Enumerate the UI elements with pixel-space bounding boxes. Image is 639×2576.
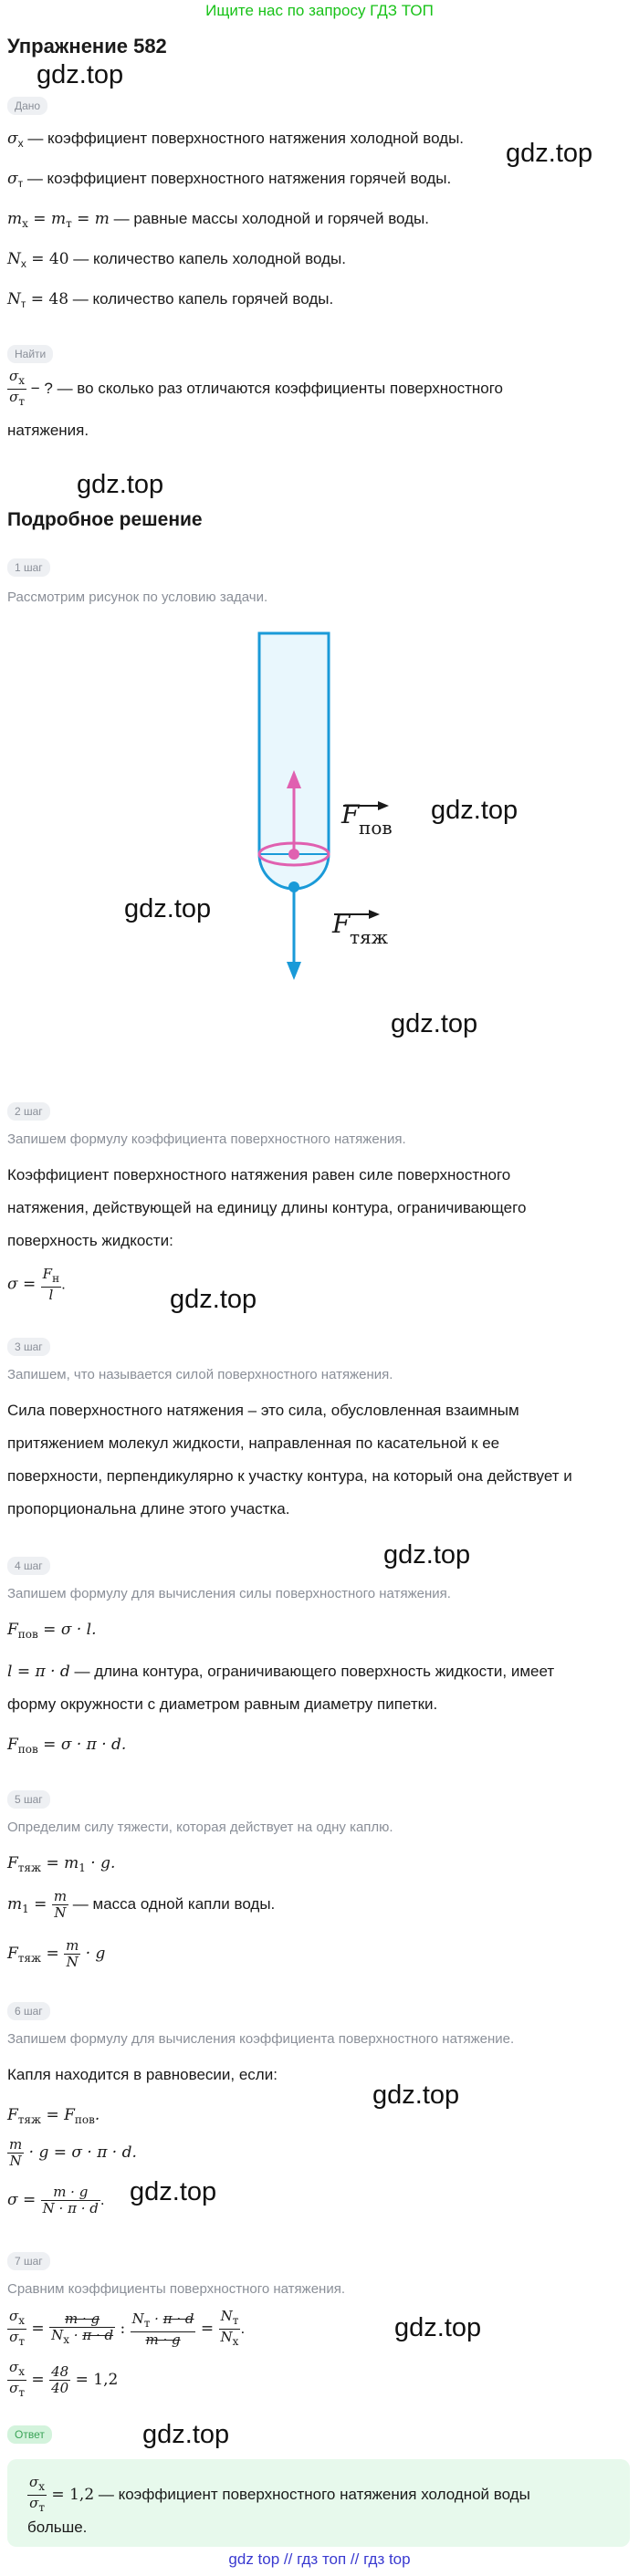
- step-3-note: Запишем, что называется силой поверхностного натяжения.: [7, 1367, 393, 1382]
- watermark: gdz.top: [37, 60, 124, 89]
- step-6-formula-1: $F_{тяж} = F_{пов}$.: [7, 2106, 100, 2126]
- step-3-tag: 3 шаг: [7, 1338, 50, 1356]
- pipette-figure: [228, 621, 466, 1004]
- step-4-note: Запишем формулу для вычисления силы поверхностного натяжения.: [7, 1586, 451, 1601]
- step-2-note: Запишем формулу коэффициента поверхностного натяжения.: [7, 1132, 406, 1147]
- step-6-formula-3: σ = $\frac{m \cdot g}{N \cdot \pi \cdot d}$ .: [7, 2184, 105, 2216]
- step-5-formula-3: $F_{тяж}$ = $\frac{m}{N}$ · g: [7, 1937, 106, 1970]
- find-tag: Найти: [7, 345, 53, 363]
- solution-title: Подробное решение: [7, 509, 203, 530]
- force-bottom-label: F: [332, 909, 351, 939]
- exercise-title: Упражнение 582: [7, 35, 167, 57]
- answer-line-1: $\frac{\sigma_х}{\sigma_т}$ = 1,2 — коэффициент поверхностного натяжения холодной воды: [29, 2474, 530, 2514]
- step-2-p3: поверхность жидкости:: [7, 1232, 173, 1249]
- step-2-formula: σ = $\frac{F_н}{l}$ .: [7, 1266, 66, 1303]
- force-top-sub: пов: [359, 817, 393, 839]
- watermark: gdz.top: [170, 1285, 257, 1314]
- step-4-p2: форму окружности с диаметром равным диаметру пипетки.: [7, 1695, 438, 1713]
- force-bottom-sub: тяж: [350, 926, 389, 948]
- watermark: gdz.top: [77, 470, 164, 499]
- step-2-p1: Коэффициент поверхностного натяжения равен силе поверхностного: [7, 1166, 511, 1184]
- watermark: gdz.top: [394, 2313, 482, 2342]
- step-7-formula-1: $\frac{\sigma_х}{\sigma_т}$ = $\frac{m \cdot g}{N_х \cdot \pi \cdot d}$ : $\frac{N_т \cdot \pi \cdot d}{m \cdot g}$ = $\frac{N_т}{N_х}$ .: [9, 2308, 246, 2348]
- step-4-tag: 4 шаг: [7, 1557, 50, 1575]
- step-1-tag: 1 шаг: [7, 558, 50, 577]
- watermark: gdz.top: [130, 2177, 217, 2206]
- step-4-formula-2: $F_{пов} = \sigma \cdot \pi \cdot d$.: [7, 1736, 127, 1756]
- step-3-p1: Сила поверхностного натяжения – это сила, обусловленная взаимным: [7, 1402, 519, 1419]
- answer-tag: Ответ: [7, 2425, 52, 2444]
- bottom-links[interactable]: gdz top // гдз топ // гдз top: [228, 2550, 411, 2568]
- step-5-formula-2: $m_1$ = $\frac{m}{N}$ — масса одной капли воды.: [7, 1888, 276, 1921]
- top-banner: Ищите нас по запросу ГДЗ ТОП: [205, 2, 434, 19]
- watermark: gdz.top: [506, 139, 593, 168]
- given-line-4: $N_х = 40$ — количество капель холодной воды.: [7, 250, 346, 270]
- given-tag: Дано: [7, 97, 47, 115]
- step-7-formula-2: $\frac{\sigma_х}{\sigma_т}$ = $\frac{48}{40}$ = 1,2: [9, 2359, 119, 2399]
- force-top-label: F: [341, 799, 360, 829]
- step-6-tag: 6 шаг: [7, 2002, 50, 2020]
- step-2-p2: натяжения, действующей на единицу длины контура, ограничивающего: [7, 1199, 527, 1216]
- step-3-p4: пропорциональна длине этого участка.: [7, 1500, 290, 1517]
- given-line-5: $N_т = 48$ — количество капель горячей воды.: [7, 290, 334, 310]
- watermark: gdz.top: [372, 2081, 460, 2110]
- step-1-note: Рассмотрим рисунок по условию задачи.: [7, 589, 268, 605]
- step-7-tag: 7 шаг: [7, 2252, 50, 2270]
- watermark: gdz.top: [142, 2420, 230, 2449]
- find-line: $\frac{\sigma_х}{\sigma_т}$ − ? — во сколько раз отличаются коэффициенты поверхностного: [9, 368, 503, 408]
- watermark: gdz.top: [124, 894, 212, 923]
- find-line-2: натяжения.: [7, 422, 89, 439]
- given-line-1: $\sigma_х$ — коэффициент поверхностного натяжения холодной воды.: [7, 130, 465, 150]
- watermark: gdz.top: [383, 1540, 471, 1570]
- step-4-formula-1: $F_{пов} = \sigma \cdot l$.: [7, 1621, 97, 1641]
- step-2-tag: 2 шаг: [7, 1102, 50, 1121]
- step-3-p3: поверхности, перпендикулярно к участку контура, на который она действует и: [7, 1467, 572, 1485]
- step-7-note: Сравним коэффициенты поверхностного натяжения.: [7, 2281, 346, 2297]
- step-4-p1: l = π · d — длина контура, ограничивающего поверхность жидкости, имеет: [7, 1663, 555, 1681]
- watermark: gdz.top: [391, 1009, 478, 1038]
- given-line-2: $\sigma_т$ — коэффициент поверхностного натяжения горячей воды.: [7, 170, 452, 190]
- watermark: gdz.top: [431, 796, 519, 825]
- step-5-formula-1: $F_{тяж} = m_1 \cdot g$.: [7, 1854, 116, 1874]
- step-5-tag: 5 шаг: [7, 1790, 50, 1809]
- step-6-p1: Капля находится в равновесии, если:: [7, 2066, 278, 2083]
- given-line-3: $m_х = m_т = m$ — равные массы холодной и горячей воды.: [7, 210, 429, 230]
- step-6-formula-2: $\frac{m}{N}$ · g = σ · π · d.: [9, 2136, 137, 2169]
- answer-line-2: больше.: [27, 2519, 88, 2536]
- step-6-note: Запишем формулу для вычисления коэффициента поверхностного натяжение.: [7, 2031, 515, 2047]
- step-5-note: Определим силу тяжести, которая действует на одну каплю.: [7, 1820, 393, 1835]
- step-3-p2: притяжением молекул жидкости, направленная по касательной к ее: [7, 1434, 500, 1452]
